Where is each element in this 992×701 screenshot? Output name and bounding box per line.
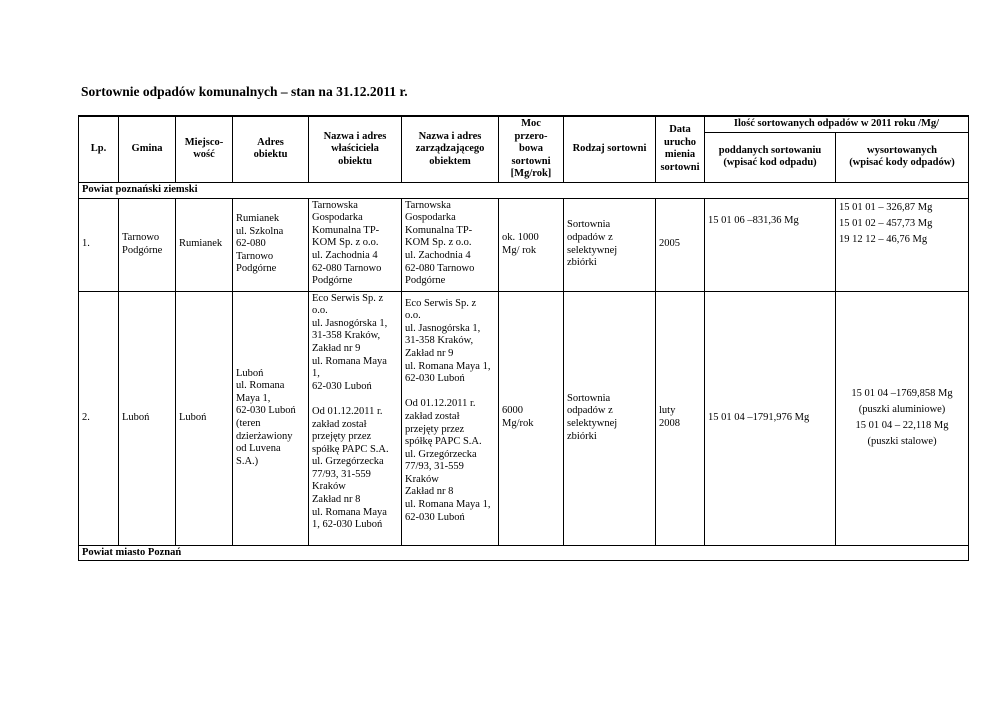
cell-wysortowanych: 15 01 01 – 326,87 Mg 15 01 02 – 457,73 Mg 19 12 12 – 46,76 Mg (836, 198, 969, 291)
header-data: Data urucho mienia sortowni (656, 116, 705, 182)
header-ilosc: Ilość sortowanych odpadów w 2011 roku /Mg/ (705, 116, 969, 132)
cell-zarzadzajacy: Tarnowska Gospodarka Komunalna TP- KOM Sp. z o.o. ul. Zachodnia 4 62-080 Tarnowo Podgórne (402, 198, 499, 291)
header-wlasciciel: Nazwa i adres właściciela obiektu (309, 116, 402, 182)
header-zarzadzajacy: Nazwa i adres zarządzającego obiektem (402, 116, 499, 182)
cell-zarzadzajacy: Eco Serwis Sp. z o.o. ul. Jasnogórska 1, 31-358 Kraków, Zakład nr 9 ul. Romana Maya 1, 62-030 Luboń Od 01.12.2011 r. zakład został przejęty przez spółkę PAPC S.A. ul. Grzegórzecka 77/93, 31-559 Kraków Zakład nr 8 ul. Romana Maya 1, 62-030 Luboń (402, 291, 499, 545)
header-gmina: Gmina (119, 116, 176, 182)
table-row (79, 291, 969, 545)
cell-poddanych: 15 01 06 –831,36 Mg (705, 198, 836, 291)
cell-adres: Luboń ul. Romana Maya 1, 62-030 Luboń (teren dzierżawiony od Luvena S.A.) (233, 291, 309, 545)
cell-wysortowanych: 15 01 04 –1769,858 Mg (puszki aluminiowe) 15 01 04 – 22,118 Mg (puszki stalowe) (836, 291, 969, 545)
cell-rodzaj: Sortownia odpadów z selektywnej zbiórki (564, 198, 656, 291)
cell-wlasciciel: Eco Serwis Sp. z o.o. ul. Jasnogórska 1, 31-358 Kraków, Zakład nr 9 ul. Romana Maya 1, 62-030 Luboń Od 01.12.2011 r. zakład został przejęty przez spółkę PAPC S.A. ul. Grzegórzecka 77/93, 31-559 Kraków Zakład nr 8 ul. Romana Maya 1, 62-030 Luboń (309, 291, 402, 545)
header-lp: Lp. (79, 116, 119, 182)
cell-moc: 6000 Mg/rok (499, 291, 564, 545)
header-poddanych: poddanych sortowaniu (wpisać kod odpadu) (705, 132, 836, 182)
cell-lp: 1. (79, 198, 119, 291)
sorting-facilities-table (78, 115, 969, 561)
header-adres: Adres obiektu (233, 116, 309, 182)
cell-gmina: Tarnowo Podgórne (119, 198, 176, 291)
cell-miejscowosc: Luboń (176, 291, 233, 545)
cell-rodzaj: Sortownia odpadów z selektywnej zbiórki (564, 291, 656, 545)
section-miasto-poznan: Powiat miasto Poznań (79, 545, 969, 561)
cell-data: 2005 (656, 198, 705, 291)
cell-miejscowosc: Rumianek (176, 198, 233, 291)
section-powiat-ziemski: Powiat poznański ziemski (79, 182, 969, 198)
cell-poddanych: 15 01 04 –1791,976 Mg (705, 291, 836, 545)
table-row (79, 198, 969, 291)
cell-lp: 2. (79, 291, 119, 545)
cell-wlasciciel: Tarnowska Gospodarka Komunalna TP- KOM Sp. z o.o. ul. Zachodnia 4 62-080 Tarnowo Podgórne (309, 198, 402, 291)
cell-gmina: Luboń (119, 291, 176, 545)
page-title: Sortownie odpadów komunalnych – stan na 31.12.2011 r. (81, 84, 408, 99)
header-moc: Moc przero- bowa sortowni [Mg/rok] (499, 116, 564, 182)
cell-adres: Rumianek ul. Szkolna 62-080 Tarnowo Podgórne (233, 198, 309, 291)
header-miejscowosc: Miejsco- wość (176, 116, 233, 182)
cell-moc: ok. 1000 Mg/ rok (499, 198, 564, 291)
cell-data: luty 2008 (656, 291, 705, 545)
header-rodzaj: Rodzaj sortowni (564, 116, 656, 182)
header-wysortowanych: wysortowanych (wpisać kody odpadów) (836, 132, 969, 182)
